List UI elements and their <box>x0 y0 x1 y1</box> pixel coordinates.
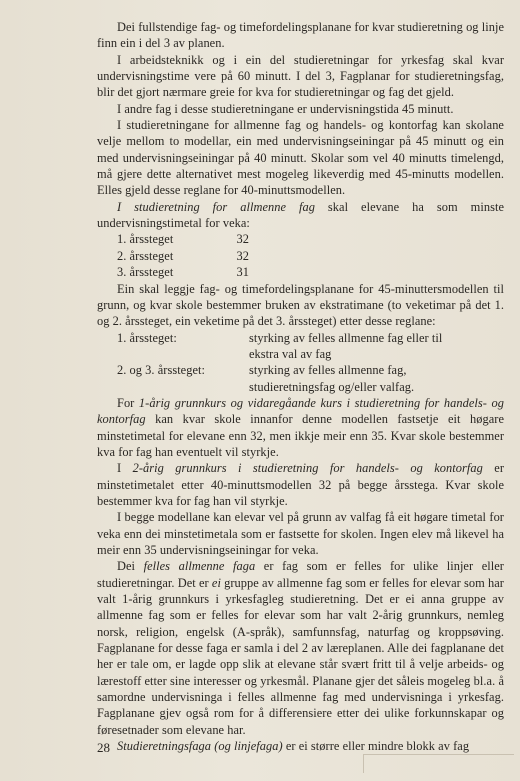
year-hours: 31 <box>236 265 249 280</box>
year-row <box>97 264 504 280</box>
paragraph-45-minutes: I andre fag i desse studieretningane er undervisningstida 45 minutt. <box>117 101 454 116</box>
paragraph-handels-kontorfag-1: For 1-årig grunnkurs og vidaregåande kurs i studieretning for handels- og kontorfag kan kvar skole innanfor denne modellen fastsetje eit høgare minstetimetal for elevane enn 32, men ikkje meir enn 35. Kvar skole bestemmer kva for fag han eventuelt vil styrkje. <box>97 395 504 459</box>
paragraph-extra-hours: Ein skal leggje fag- og timefordelingsplanane for 45-minuttersmodellen til grunn, og kvar skole bestemmer bruken av ekstratimane (to veketimar på det 1. og 2. årssteget, ein veketime på det 3. årssteget) etter desse reglane: <box>97 281 504 329</box>
extra-hours-rules <box>97 330 504 395</box>
rule-row <box>97 330 504 346</box>
year-row <box>97 231 504 247</box>
rule-text: styrking av felles allmenne fag eller til <box>249 330 443 345</box>
paragraph-studieretningsfaga: Studieretningsfaga (og linjefaga) er ei større eller mindre blokk av fag <box>117 739 470 754</box>
emphasis-studieretningsfaga: Studieretningsfaga (og linjefaga) <box>117 739 283 754</box>
year-label: 2. årssteget <box>117 248 174 263</box>
page-edge-shadow <box>363 754 514 773</box>
paragraph-handels-kontorfag-2: I 2-årig grunnkurs i studieretning for handels- og kontorfag er minstetimetalet etter 40-minuttsmodellen 32 på begge årsstega. Kvar skole bestemmer kva for fag han vil styrkje. <box>97 461 504 508</box>
page-number: 28 <box>97 740 110 755</box>
rule-text: ekstra val av fag <box>249 346 332 361</box>
rule-text: styrking av felles allmenne fag, <box>249 363 407 378</box>
year-label: 1. årssteget <box>117 232 174 247</box>
emphasis-1-arig: 1-årig grunnkurs og vidaregåande kurs i studieretning for handels- og kontorfag <box>97 395 504 427</box>
year-hours-list <box>97 231 504 280</box>
rule-label: 1. årssteget: <box>117 330 177 345</box>
emphasis-ei: ei <box>211 575 221 590</box>
year-hours: 32 <box>236 248 249 263</box>
emphasis-allmenne-fag: I studieretning for allmenne fag <box>117 199 315 214</box>
paragraph-intro: Dei fullstendige fag- og timefordelingsplanane for kvar studieretning og linje finn ein i del 3 av planen. <box>97 20 504 51</box>
year-row <box>97 248 504 264</box>
year-label: 3. årssteget <box>117 265 174 280</box>
paragraph-felles-allmenne-fag: Dei felles allmenne faga er fag som er felles for ulike linjer eller studieretningar. Det er ei gruppe av allmenne fag som er felles for elevar som har valt 1-årig grunnkurs i yrkesfagleg studieretning. Det er ei anna gruppe av allmenne fag som er felles for elevar som har valt 2-årig grunnkurs, nemleg norsk, religion, engelsk (A-språk), samfunnsfag, naturfag og kroppsøving. Fagplanane for desse faga er samla i del 2 av læreplanen. Alle dei fagplanane det her er tale om, er lagde opp slik at elevane står svært fritt til å velje arbeids- og lærestoff etter sine interesser og yrkesmål. Planane gjer det såleis mogeleg bl.a. å samordne undervisninga i felles allmenne fag med undervisninga i yrkesfag. Fagplanane gjev også rom for å differensiere etter dei ulike forkunnskapar og føresetnader som elevane har. <box>97 559 504 737</box>
emphasis-2-arig: 2-årig grunnkurs i studieretning for handels- og kontorfag <box>132 461 483 476</box>
rule-row-continued <box>97 346 504 362</box>
rule-row <box>97 362 504 378</box>
rule-text: studieretningsfag og/eller valfag. <box>249 379 415 394</box>
paragraph-begge-modellane: I begge modellane kan elevar vel på grunn av valfag få eit høgare timetal for veka enn dei minstetimetala som er fastsette for skolen. Ingen elev må likevel ha meir enn 35 undervisningseiningar for veka. <box>97 510 504 557</box>
body-text <box>97 19 504 754</box>
year-hours: 32 <box>236 232 249 247</box>
emphasis-felles-allmenne-faga: felles allmenne faga <box>143 559 256 574</box>
paragraph-allmenne-fag: I studieretning for allmenne fag skal elevane ha som minste undervisningstimetal for veka: <box>97 199 504 231</box>
rule-row-continued <box>97 379 504 395</box>
paragraph-60-minutes: I arbeidsteknikk og i ein del studieretningar for yrkesfag skal kvar undervisningstime vere på 60 minutt. I del 3, Fagplanar for studieretningsfag, blir det gjort nærmare greie for kva for studieretningar og fag det gjeld. <box>97 52 504 100</box>
paragraph-two-models: I studieretningane for allmenne fag og handels- og kontorfag kan skolane velje mellom to modellar, ein med undervisningseiningar på 45 minutt og ein med undervisningseiningar på 40 minutt. Skolar som vel 40 minutts timelengd, må gjere dette alternativet mest mogeleg likeverdig med 45-minutts modellen. Elles gjeld desse reglane for 40-minuttsmodellen. <box>97 118 504 198</box>
rule-label: 2. og 3. årssteget: <box>117 363 206 378</box>
